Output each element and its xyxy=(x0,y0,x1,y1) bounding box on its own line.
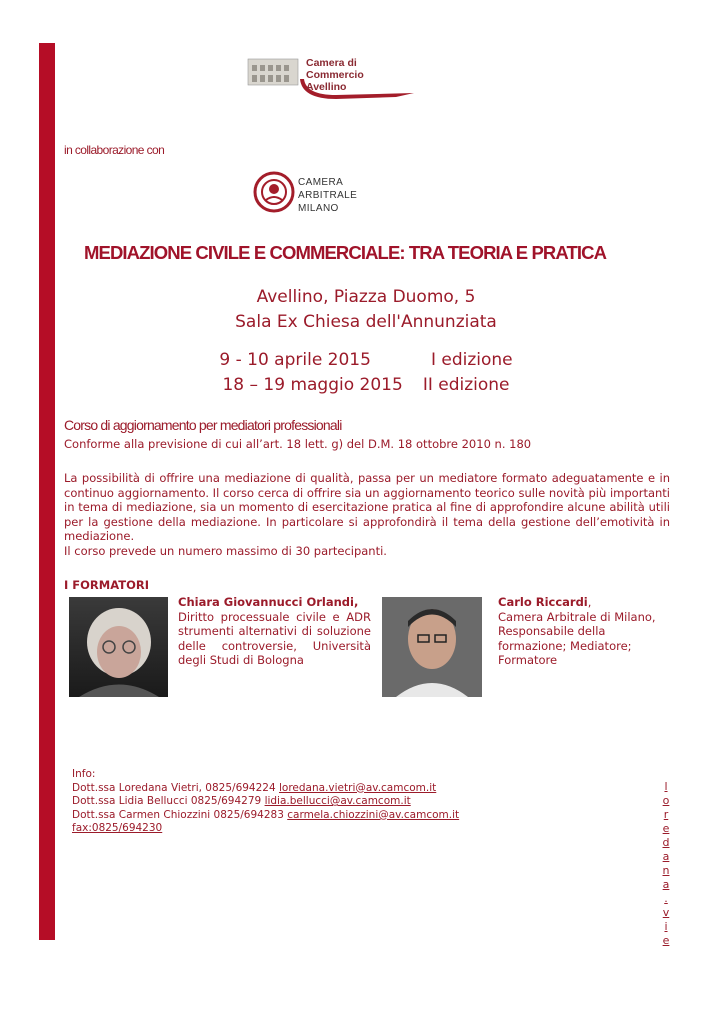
vertical-email-link[interactable] xyxy=(660,780,672,948)
trainers-heading: I FORMATORI xyxy=(64,578,149,592)
vertical-char: . xyxy=(664,892,668,905)
trainer-2-bio-block xyxy=(498,595,668,668)
trainer-2-name: Carlo Riccardi xyxy=(498,595,588,609)
vertical-char: e xyxy=(662,822,670,835)
course-conformity: Conforme alla previsione di cui all’art. 18 lett. g) del D.M. 18 ottobre 2010 n. 180 xyxy=(64,437,532,451)
arbitral-line3: MILANO xyxy=(298,203,339,214)
edition-1-label: I edizione xyxy=(430,350,513,370)
vertical-char: r xyxy=(663,808,669,821)
location-venue: Sala Ex Chiesa dell'Annunziata xyxy=(235,312,497,332)
participants-note: Il corso prevede un numero massimo di 30 partecipanti. xyxy=(64,543,387,558)
trainer-2-name-suffix: , xyxy=(587,595,592,609)
email-link-chiozzini[interactable]: carmela.chiozzini@av.camcom.it xyxy=(287,808,460,821)
vertical-char: l xyxy=(664,780,668,793)
trainer-photo-orlandi xyxy=(69,597,168,697)
arbitral-seal-icon xyxy=(252,170,296,214)
info-label: Info: xyxy=(72,768,96,780)
contact-chiozzini xyxy=(72,809,459,823)
arbitral-line1: CAMERA xyxy=(298,177,344,188)
contact-chiozzini-text: Dott.ssa Carmen Chiozzini 0825/694283 xyxy=(72,808,288,821)
trainer-1-bio-block xyxy=(178,595,371,668)
chamber-logo-line2: Avellino xyxy=(306,81,347,93)
fax-link[interactable]: fax:0825/694230 xyxy=(72,822,163,835)
trainer-photo-riccardi xyxy=(382,597,482,697)
course-description xyxy=(64,471,670,559)
vertical-char: o xyxy=(662,794,670,807)
email-link-vietri[interactable]: loredana.vietri@av.camcom.it xyxy=(279,781,437,794)
edition-2 xyxy=(60,375,672,395)
trainer-2-bio: Camera Arbitrale di Milano, Responsabile della formazione; Mediatore; Formatore xyxy=(498,609,656,668)
edition-2-label: II edizione xyxy=(422,375,510,395)
location-address: Avellino, Piazza Duomo, 5 xyxy=(256,287,476,307)
trainer-1-name: Chiara Giovannucci Orlandi, xyxy=(178,595,359,609)
edition-1-dates: 9 - 10 aprile 2015 xyxy=(219,350,371,370)
edition-2-dates: 18 – 19 maggio 2015 xyxy=(222,375,403,395)
chamber-logo-line1: Camera di Commercio xyxy=(306,57,364,81)
contact-vietri-text: Dott.ssa Loredana Vietri, 0825/694224 xyxy=(72,781,279,794)
email-link-bellucci[interactable]: lidia.bellucci@av.camcom.it xyxy=(264,795,411,808)
vertical-char: e xyxy=(662,934,670,947)
info-block xyxy=(72,768,459,836)
collaboration-text: in collaborazione con xyxy=(64,143,165,157)
contact-bellucci-text: Dott.ssa Lidia Bellucci 0825/694279 xyxy=(72,795,265,808)
chamber-of-commerce-logo xyxy=(246,53,416,99)
vertical-char: a xyxy=(662,878,670,891)
vertical-char: i xyxy=(664,920,668,933)
vertical-char: n xyxy=(662,864,670,877)
contact-vietri xyxy=(72,782,459,796)
description-paragraph: La possibilità di offrire una mediazione di qualità, passa per un mediatore formato adeguatamente e in continuo aggiornamento. Il corso cerca di offrire sia un aggiornamento teorico sulle novità più importanti in tema di mediazione, sia un momento di esercitazione pratica al fine di approfondire alcune abilità utili per la gestione della mediazione. In particolare si approfondirà il tema della gestione dell’emotività in mediazione. xyxy=(64,471,670,544)
edition-1 xyxy=(60,350,672,370)
trainer-1-bio: Diritto processuale civile e ADR strumenti alternativi di soluzione delle controversie, Università degli Studi di Bologna xyxy=(178,609,371,668)
portrait-woman-icon xyxy=(69,597,168,697)
arbitral-chamber-logo xyxy=(252,170,392,218)
portrait-man-icon xyxy=(382,597,482,697)
contact-bellucci xyxy=(72,795,459,809)
arbitral-line2: ARBITRALE xyxy=(298,190,358,201)
left-accent-bar xyxy=(39,43,55,940)
vertical-char: a xyxy=(662,850,670,863)
vertical-char: d xyxy=(662,836,670,849)
course-heading: Corso di aggiornamento per mediatori professionali xyxy=(64,417,342,433)
document-title: MEDIAZIONE CIVILE E COMMERCIALE: TRA TEORIA E PRATICA xyxy=(84,242,607,263)
fax-number xyxy=(72,822,459,836)
vertical-char: v xyxy=(662,906,670,919)
